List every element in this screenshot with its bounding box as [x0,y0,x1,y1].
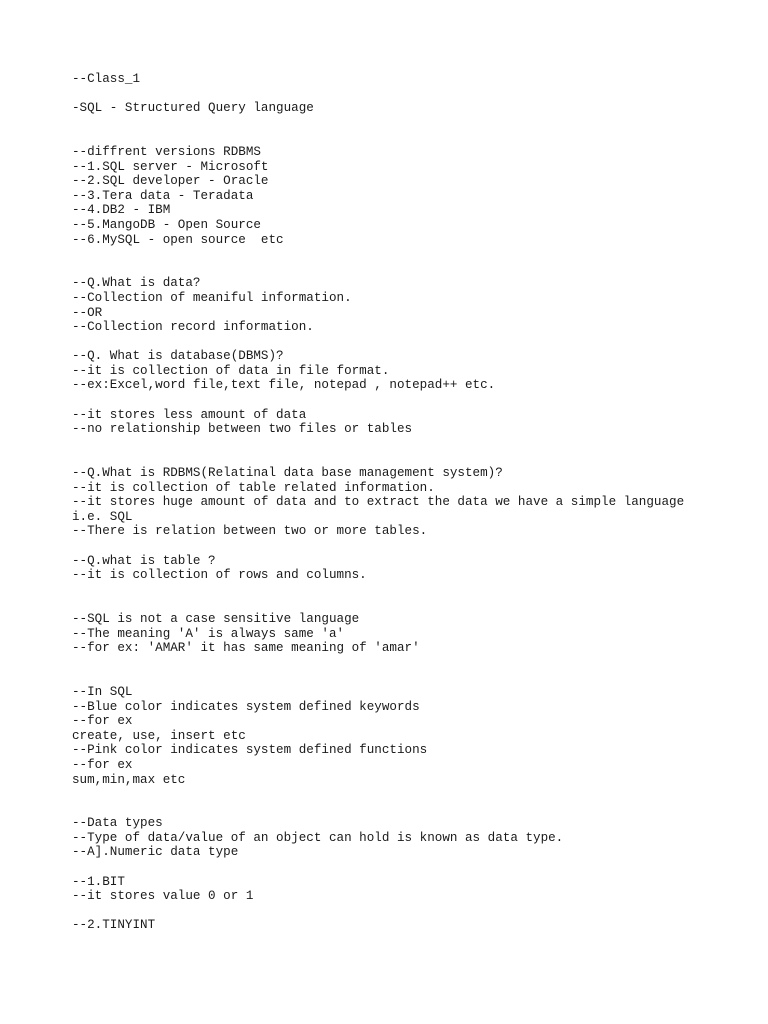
text-line: --it is collection of table related information. [72,480,435,495]
text-line: --The meaning 'A' is always same 'a' [72,626,345,641]
text-line: --6.MySQL - open source etc [72,232,284,247]
text-line: --for ex [72,714,133,729]
document-text-body [72,72,712,933]
text-line: --3.Tera data - Teradata [72,188,254,203]
text-line: --4.DB2 - IBM [72,203,171,218]
text-line: -SQL - Structured Query language [72,101,314,116]
text-line: --Q.what is table ? [72,553,216,568]
text-line: --1.BIT [72,874,125,889]
text-line: --Blue color indicates system defined keywords [72,699,420,714]
blank-line [72,539,712,554]
blank-line [72,802,712,817]
text-line: i.e. SQL [72,509,133,524]
text-line: --Class_1 [72,72,141,86]
text-line: sum,min,max etc [72,772,186,787]
text-line: --1.SQL server - Microsoft [72,159,269,174]
blank-line [72,904,712,919]
blank-line [72,262,712,277]
blank-line [72,393,712,408]
text-line: --Q.What is RDBMS(Relatinal data base management system)? [72,466,503,481]
blank-line [72,247,712,262]
blank-line [72,451,712,466]
text-line: --Q. What is database(DBMS)? [72,349,284,364]
text-line: --for ex [72,757,133,772]
blank-line [72,656,712,671]
text-line: --There is relation between two or more tables. [72,524,428,539]
text-line: --Type of data/value of an object can hold is known as data type. [72,830,564,845]
text-line: --2.SQL developer - Oracle [72,174,269,189]
text-line: --it stores value 0 or 1 [72,889,254,904]
text-line: create, use, insert etc [72,728,246,743]
blank-line [72,87,712,102]
blank-line [72,597,712,612]
text-line: --for ex: 'AMAR' it has same meaning of 'amar' [72,641,420,656]
text-line: --Collection of meaniful information. [72,290,352,305]
text-line: --ex:Excel,word file,text file, notepad , notepad++ etc. [72,378,496,393]
text-line: --it stores less amount of data [72,407,307,422]
blank-line [72,130,712,145]
text-line: --no relationship between two files or tables [72,422,413,437]
text-line: --Data types [72,816,163,831]
blank-line [72,860,712,875]
text-line: --it is collection of rows and columns. [72,568,367,583]
text-line: --Collection record information. [72,320,314,335]
text-line: --it stores huge amount of data and to extract the data we have a simple language [72,495,685,510]
text-line: --it is collection of data in file format. [72,363,390,378]
blank-line [72,116,712,131]
text-line: --Q.What is data? [72,276,201,291]
text-line: --Pink color indicates system defined functions [72,743,428,758]
text-line: --5.MangoDB - Open Source [72,217,261,232]
text-line: --OR [72,305,103,320]
text-line: --In SQL [72,684,133,699]
blank-line [72,787,712,802]
text-line: --A].Numeric data type [72,845,239,860]
text-line: --SQL is not a case sensitive language [72,611,360,626]
blank-line [72,583,712,598]
text-line: --diffrent versions RDBMS [72,144,261,159]
document-page [72,72,712,933]
blank-line [72,335,712,350]
blank-line [72,437,712,452]
blank-line [72,670,712,685]
text-line: --2.TINYINT [72,918,156,933]
